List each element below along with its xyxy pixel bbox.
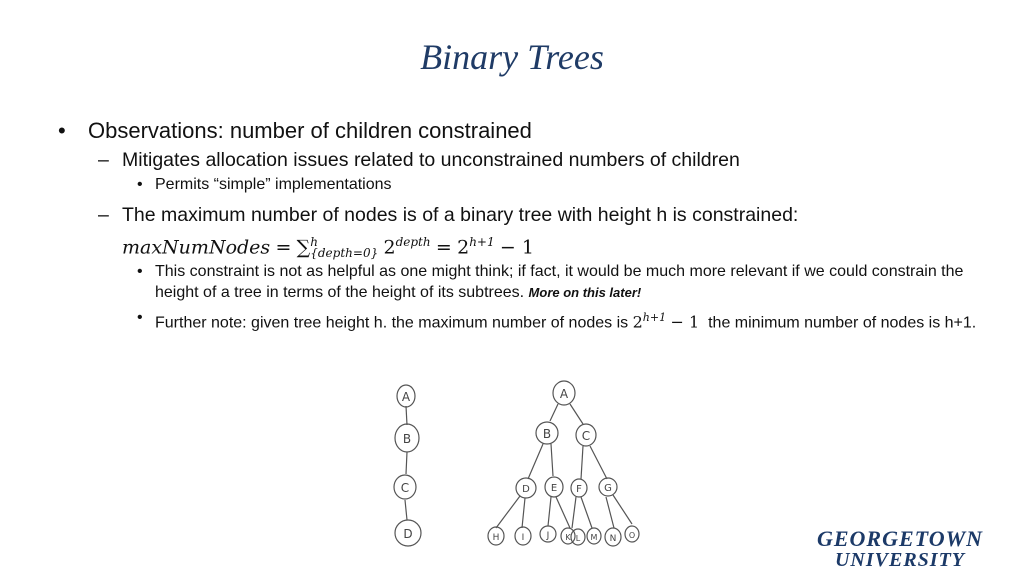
full-tree-node-a: A (559, 387, 569, 401)
full-tree-node-b: B (542, 427, 552, 441)
full-tree-node-l: L (575, 534, 581, 543)
full-tree-node-j: J (546, 531, 550, 541)
further-note-post: the minimum number of nodes is h+1. (708, 314, 977, 332)
full-tree-node-h: H (492, 533, 500, 543)
sub-sub-bullet-constraint (56, 261, 1006, 303)
full-tree-node-k: K (565, 533, 571, 542)
full-tree-node-o: O (628, 531, 636, 540)
formula-equals-2: = (435, 236, 452, 259)
slide-content (56, 116, 1006, 334)
formula-base: 2 (383, 236, 396, 259)
formula-sum-symbol: ∑ (296, 236, 311, 259)
constraint-text: This constraint is not as helpful as one might think; if fact, it would be much more relevant if we could constrain the height of a tree in terms of the height of its subtrees. (155, 263, 964, 302)
more-later-note: More on this later! (528, 285, 642, 301)
formula-exponent-2: h+1 (469, 235, 495, 249)
logo-line-2: UNIVERSITY (834, 549, 966, 571)
tree-sketches (380, 376, 660, 552)
full-tree-node-e: E (550, 483, 558, 494)
formula-equals: = (275, 236, 292, 259)
full-tree-node-g: G (604, 483, 612, 494)
full-tree-node-i: I (521, 533, 525, 543)
further-note-minus-one: − 1 (670, 312, 700, 332)
chain-node-b: B (402, 432, 412, 446)
slide-title: Binary Trees (420, 37, 604, 77)
georgetown-logo (800, 528, 1000, 570)
further-note-text: Further note: given tree height h. the maximum number of nodes is (155, 314, 629, 332)
formula-base-2: 2 (457, 236, 470, 259)
sub-sub-bullet-permits: • Permits “simple” implementations (56, 174, 1006, 195)
chain-node-d: D (403, 527, 413, 541)
formula-minus-one: − 1 (499, 236, 534, 259)
chain-node-a: A (401, 390, 411, 404)
bullet-observations: • Observations: number of children constrained (56, 116, 1006, 146)
full-tree-node-f: F (576, 484, 582, 495)
max-nodes-formula (56, 229, 1006, 261)
formula-sum-lower: {depth=0} (310, 246, 379, 261)
sub-bullet-maximum-nodes: – The maximum number of nodes is of a binary tree with height h is constrained: (56, 201, 1006, 229)
full-tree-node-c: C (581, 429, 591, 443)
formula-sum-upper: h (310, 235, 318, 250)
full-tree-node-d: D (522, 484, 530, 495)
sub-sub-bullet-further-note (56, 307, 1006, 333)
sub-bullet-mitigates: – Mitigates allocation issues related to unconstrained numbers of children (56, 146, 1006, 174)
further-note-base: 2 (632, 312, 643, 332)
logo-line-1: GEORGETOWN (816, 526, 984, 551)
full-tree-node-n: N (609, 534, 617, 544)
formula-exponent: depth (395, 235, 431, 249)
further-note-exponent: h+1 (642, 311, 667, 325)
full-tree-node-m: M (590, 533, 598, 542)
formula-lhs: maxNumNodes (122, 236, 271, 259)
chain-node-c: C (400, 481, 410, 495)
